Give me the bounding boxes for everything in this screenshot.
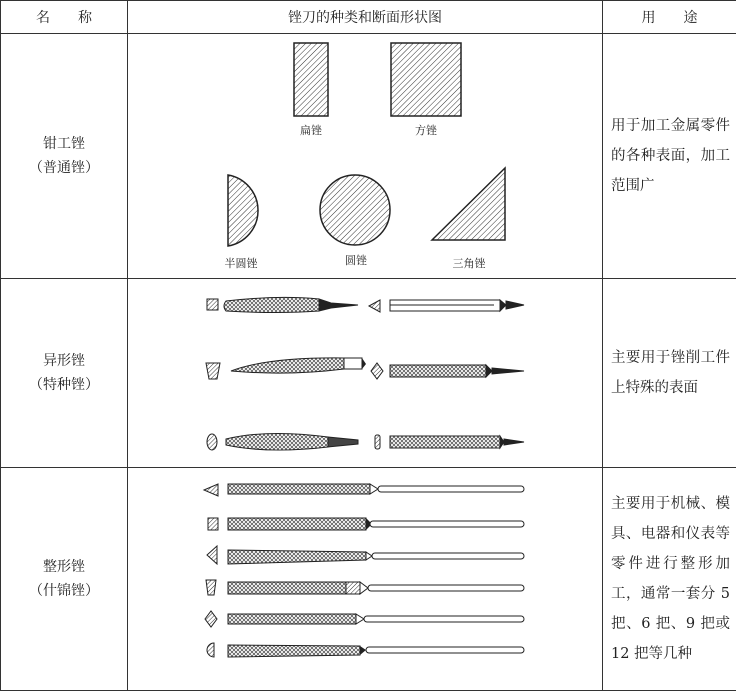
needle-file-handle	[366, 647, 524, 653]
needle-file-handle	[372, 553, 524, 559]
triangular-file-section	[432, 168, 505, 240]
file-alias: （特种锉）	[1, 373, 127, 397]
file-tip	[500, 436, 524, 448]
needle-file-handle	[368, 585, 524, 591]
needle-file	[228, 484, 370, 494]
file-tip	[328, 437, 358, 447]
usage-cell: 主要用于机械、模具、电器和仪表等零件进行整形加工，通常一套分 5 把、6 把、9 把或 12 把等几种	[603, 468, 736, 691]
shape-label: 方锉	[415, 122, 437, 138]
section-half-round	[207, 643, 214, 657]
section-narrow	[375, 435, 380, 449]
half-round-file-section	[228, 175, 258, 246]
section-triangle	[204, 484, 218, 496]
section-trapezoid	[206, 363, 220, 379]
needle-file	[228, 614, 356, 624]
row-name-cell	[1, 34, 128, 279]
header-name: 名 称	[1, 1, 128, 34]
figure-cell	[128, 468, 603, 691]
special-file-4	[390, 365, 486, 377]
file-tip	[319, 299, 358, 311]
header-figure: 锉刀的种类和断面形状图	[128, 1, 603, 34]
file-tip	[486, 365, 524, 377]
section-diamond	[371, 363, 383, 379]
table-row	[1, 279, 736, 468]
section-diamond	[205, 611, 217, 627]
file-alias: （什锦锉）	[1, 579, 127, 603]
section-square	[207, 299, 218, 310]
row-name-cell	[1, 468, 128, 691]
shape-label: 三角锉	[453, 255, 486, 271]
special-file-6	[390, 436, 500, 448]
shape-label: 圆锉	[345, 252, 367, 268]
special-files-figure	[128, 279, 602, 467]
special-file-5	[226, 433, 328, 450]
needle-files-figure	[128, 468, 602, 690]
file-tip	[362, 358, 366, 369]
special-file-1	[224, 297, 319, 312]
shape-label: 半圆锉	[225, 255, 258, 271]
needle-file	[228, 550, 366, 564]
needle-file	[228, 582, 346, 594]
row-name-cell	[1, 279, 128, 468]
file-name: 异形锉	[1, 349, 127, 373]
file-name: 钳工锉	[1, 132, 127, 156]
file-alias: （普通锉）	[1, 156, 127, 180]
section-triangle-tall	[207, 546, 217, 564]
figure-cell	[128, 34, 603, 279]
usage-cell: 用于加工金属零件的各种表面，加工范围广	[603, 34, 736, 279]
needle-file	[228, 645, 360, 657]
shape-label: 扁锉	[300, 122, 322, 138]
flat-file-section	[294, 43, 328, 116]
file-tip	[500, 300, 524, 311]
section-square	[208, 518, 218, 530]
section-trapezoid	[206, 580, 216, 595]
needle-file-handle	[364, 616, 524, 622]
table-row	[1, 34, 736, 279]
square-file-section	[391, 43, 461, 116]
round-file-section	[320, 175, 390, 245]
needle-file-handle	[378, 486, 524, 492]
usage-cell: 主要用于锉削工件上特殊的表面	[603, 279, 736, 468]
table-row	[1, 468, 736, 691]
file-name: 整形锉	[1, 555, 127, 579]
header-usage: 用 途	[603, 1, 736, 34]
special-file-3	[231, 358, 344, 373]
common-file-sections	[128, 34, 602, 278]
needle-file-handle	[370, 521, 524, 527]
needle-file	[228, 518, 366, 530]
section-triangle	[369, 300, 380, 312]
header-row	[1, 1, 736, 34]
section-ellipse	[207, 434, 217, 450]
figure-cell	[128, 279, 603, 468]
